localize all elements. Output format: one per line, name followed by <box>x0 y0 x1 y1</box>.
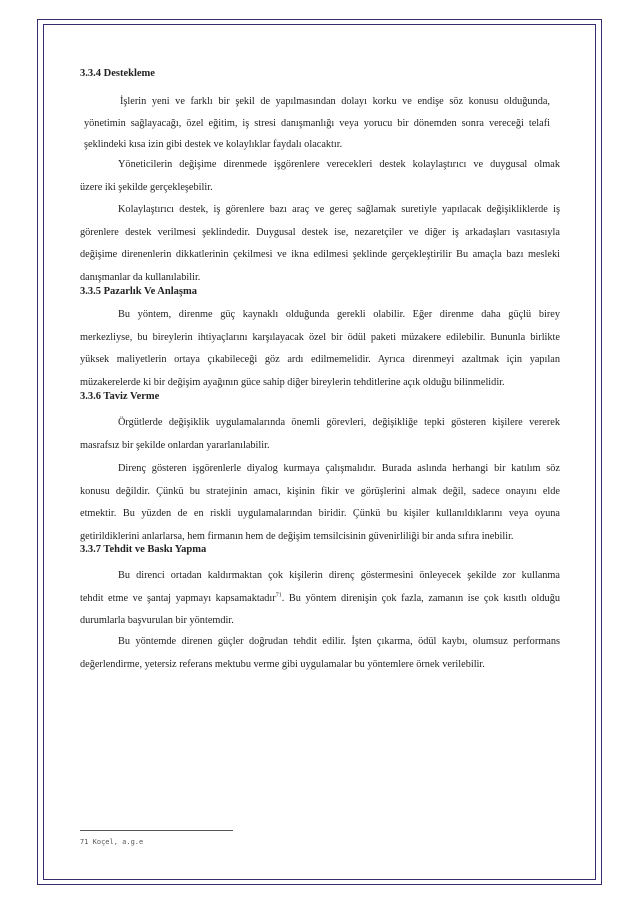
paragraph <box>80 199 560 289</box>
section-heading: 3.3.7 Tehdit ve Baskı Yapma <box>80 544 207 555</box>
text-line: şeklindeki kısa izin gibi destek ve kolaylıklar faydalı olacaktır. <box>84 139 343 150</box>
section-heading: 3.3.4 Destekleme <box>80 68 155 79</box>
paragraph <box>80 304 560 394</box>
text-line: müzakerelerde ki bir değişim ayağının güce sahip diğer bireylerin tehditlerine açık olduğu bilinmelidir. <box>80 376 505 388</box>
paragraph <box>80 412 560 457</box>
text-line: üzere iki şekilde gerçekleşebilir. <box>80 181 213 193</box>
text-line: Bu yöntemde direnen güçler doğrudan tehdit edilir. İşten çıkarma, ödül kaybı, olumsuz performans <box>118 636 560 647</box>
section-heading: 3.3.6 Taviz Verme <box>80 391 160 402</box>
paragraph <box>80 565 560 633</box>
text-line: Bu direnci ortadan kaldırmaktan çok kişilerin direnç göstermesini önleyecek şekilde zor kullanma <box>118 570 560 581</box>
text-line: değişime direnenlerin dikkatlerinin çekilmesi ve ikna edilmesi şeklinde gerçekleştirilir Bu amaçla bazı mesleki <box>80 249 560 260</box>
text-line: Yöneticilerin değişime direnmede işgörenlere verecekleri destek kolaylaştırıcı ve duygusal olmak <box>118 159 560 170</box>
paragraph <box>84 91 550 157</box>
text-line: tehdit etme ve şantaj yapmayı kapsamaktadır$^{71}$. Bu yöntem direnişin çok fazla, zamanın ise çok kısıtlı olduğu <box>80 592 560 604</box>
text-line: yönetimin sağlayacağı, özel eğitim, iş stresi danışmanlığı veya yorucu bir dönemden sonra vereceği telafi <box>84 117 550 129</box>
paragraph <box>80 631 560 676</box>
text-line: yüksek maliyetlerin ortaya çıkabileceği göz ardı edilmemelidir. Ayrıca direnmeyi azaltmak için yapılan <box>80 354 560 365</box>
text-line: merkezliyse, bu bireylerin ihtiyaçlarını karşılayacak özel bir ödül paketi müzakere edilebilir. Bununla birlikte <box>80 331 560 343</box>
text-line: durumlarla başvurulan bir yöntemdir. <box>80 615 234 626</box>
text-line: konusu değildir. Çünkü bu stratejinin amacı, kişinin fikir ve görüşlerini almak değil, sadece onayını elde <box>80 485 560 497</box>
text-line: masrafsız bir şekilde onlardan yararlanılabilir. <box>80 439 270 451</box>
section-heading: 3.3.5 Pazarlık Ve Anlaşma <box>80 286 197 297</box>
text-line: görenlere destek verilmesi şeklindedir. Duygusal destek ise, nezaretçiler ve diğer iş arkadaşları vasıtasıyla <box>80 226 560 238</box>
footnote: 71 Koçel, a.g.e <box>80 838 144 846</box>
text-line: danışmanlar da kullanılabilir. <box>80 271 201 283</box>
text-line: Direnç gösteren işgörenlerle diyalog kurmaya çalışmalıdır. Burada aslında herhangi bir katılım söz <box>118 463 560 474</box>
paragraph <box>80 154 560 199</box>
text-line: Bu yöntem, direnme güç kaynaklı olduğunda gerekli olabilir. Eğer direnme daha güçlü birey <box>118 309 560 320</box>
text-line: değerlendirme, yetersiz referans mektubu verme gibi uygulamalar bu yöntemlere örnek verilebilir. <box>80 658 485 670</box>
footnote-divider <box>80 830 233 831</box>
text-line: İşlerin yeni ve farklı bir şekil de yapılmasından dolayı korku ve endişe söz konusu olduğunda, <box>120 96 550 107</box>
text-line: Örgütlerde değişiklik uygulamalarında önemli görevleri, değişikliğe tepki gösteren kişilere vererek <box>118 417 560 428</box>
text-line: etmektir. Bu yüzden de en riskli uygulamalarından biridir. Çünkü bu kişiler kullanıldıklarını veya oyuna <box>80 508 560 519</box>
footnote-reference: 71 <box>275 592 282 599</box>
text-line: Kolaylaştırıcı destek, iş görenlere bazı araç ve gereç sağlamak suretiyle yapılacak değişikliklerde iş <box>118 204 560 215</box>
text-line: getirildiklerini anlarlarsa, hem firmanın hem de değişim temsilcisinin güvenirliliği bir anda sıfıra inebilir. <box>80 530 514 542</box>
paragraph <box>80 458 560 548</box>
